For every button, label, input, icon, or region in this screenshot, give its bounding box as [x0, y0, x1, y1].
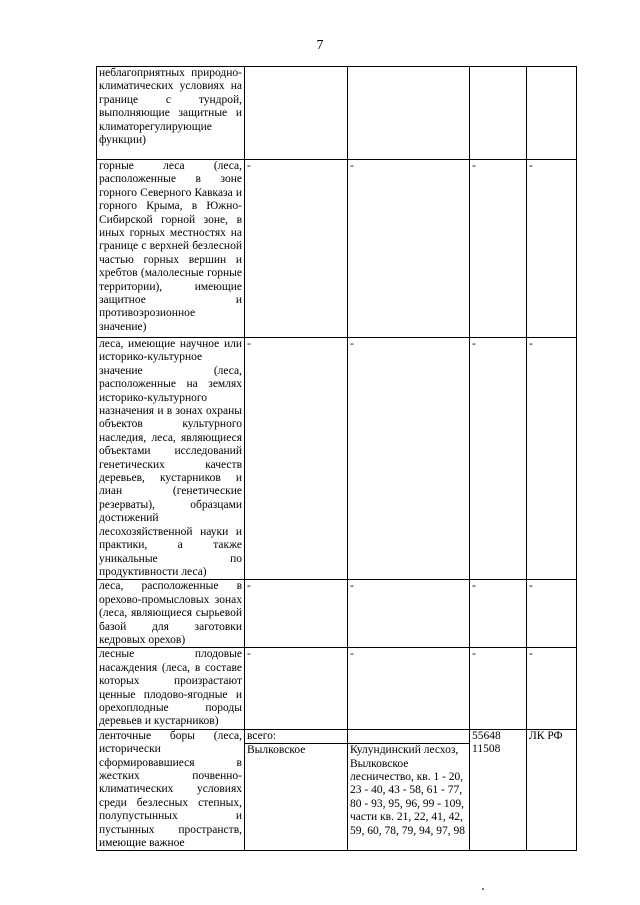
location-cell: - [348, 580, 470, 648]
total-area: 55648 [472, 729, 501, 742]
category-cell: леса, имеющие научное или историко-культурное значение (леса, расположенные на землях историко-культурного назначения и в зонах охраны объектов культурного наследия, леса, являющиеся объектами исследований генетических качеств деревьев, кустарников и лиан (генетические резерваты), образцами достижений лесохозяйственной науки и практики, а также уникальные по продуктивности леса) [97, 338, 245, 580]
district-cell: - [245, 160, 348, 338]
area-cell: - [470, 160, 527, 338]
category-cell: горные леса (леса, расположенные в зоне горного Северного Кавказа и горного Крыма, в Южно-Сибирской горной зоне, в иных горных местностях на границе с верхней безлесной частью горных вершин и хребтов (малолесные горные территории), имеющие защитное и противоэрозионное значение) [97, 160, 245, 338]
page-number: 7 [316, 38, 324, 53]
table-row [97, 338, 577, 580]
district-cell: - [245, 580, 348, 648]
category-cell: ленточные боры (леса, исторически сформировавшиеся в жестких почвенно-климатических условиях среди безлесных степных, полупустынных и пустынных пространств, имеющие важное [97, 729, 245, 851]
location-cell [348, 67, 470, 160]
basis-cell: ЛК РФ [527, 729, 577, 851]
table-row [97, 648, 577, 729]
district-cell [245, 67, 348, 160]
district-area: 11508 [472, 743, 501, 756]
location-text: Кулундинский лесхоз, Вылковское лесничество, кв. 1 - 20, 23 - 40, 43 - 58, 61 - 77, 80 - 93, 95, 96, 99 - 109, части кв. 21, 22, 41, 42, 59, 60, 78, 79, 94, 97, 98 [348, 743, 469, 838]
basis-cell [527, 67, 577, 160]
area-cell [470, 67, 527, 160]
district-cell [245, 729, 348, 851]
scan-speck [482, 888, 484, 890]
district-cell: - [245, 648, 348, 729]
location-cell: - [348, 160, 470, 338]
location-cell: - [348, 338, 470, 580]
table-row [97, 160, 577, 338]
basis-cell: - [527, 648, 577, 729]
district-name: Вылковское [245, 743, 347, 757]
category-cell: леса, расположенные в орехово-промысловых зонах (леса, являющиеся сырьевой базой для заготовки кедровых орехов) [97, 580, 245, 648]
location-cell: - [348, 648, 470, 729]
area-cell: - [470, 338, 527, 580]
location-cell [348, 729, 470, 851]
district-cell: - [245, 338, 348, 580]
basis-cell: - [527, 580, 577, 648]
basis-cell: - [527, 338, 577, 580]
area-cell [470, 729, 527, 851]
forest-table [96, 66, 577, 851]
area-cell: - [470, 580, 527, 648]
total-label: всего: [247, 729, 277, 742]
area-cell: - [470, 648, 527, 729]
table-row [97, 729, 577, 851]
table-row [97, 580, 577, 648]
category-cell: неблагоприятных природно-климатических условиях на границе с тундрой, выполняющие защитные и климаторегулирующие функции) [97, 67, 245, 160]
table-row [97, 67, 577, 160]
basis-cell: - [527, 160, 577, 338]
category-cell: лесные плодовые насаждения (леса, в составе которых произрастают ценные плодово-ягодные и орехоплодные породы деревьев и кустарников) [97, 648, 245, 729]
